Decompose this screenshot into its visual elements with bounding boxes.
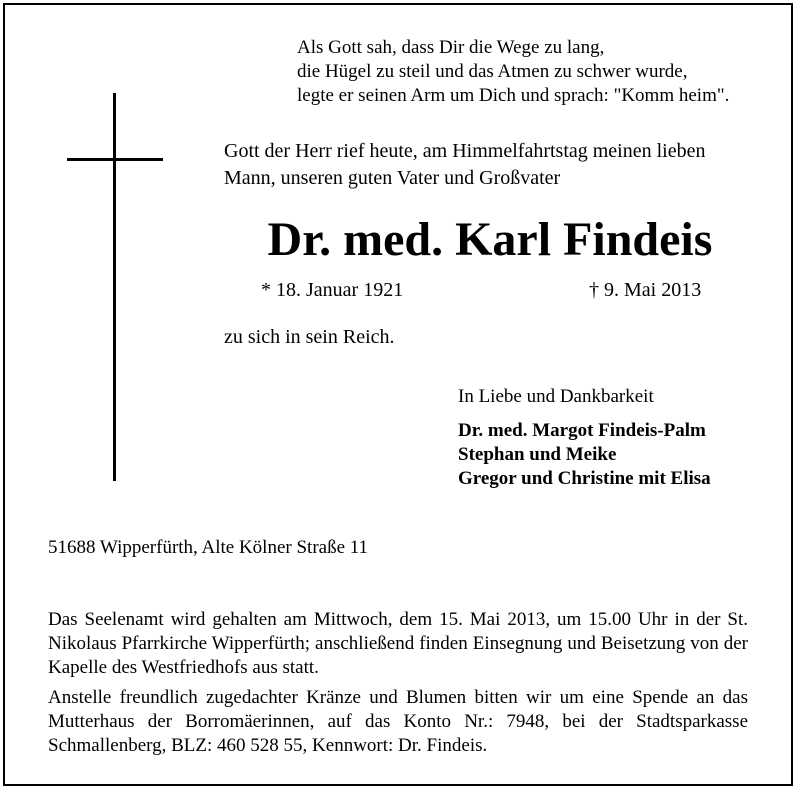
mourner-name: Gregor und Christine mit Elisa <box>458 468 711 489</box>
poem-line: legte er seinen Arm um Dich und sprach: "Komm heim". <box>297 85 730 106</box>
poem-line: Als Gott sah, dass Dir die Wege zu lang, <box>297 37 605 58</box>
poem <box>297 36 729 108</box>
funeral-info-paragraph: Das Seelenamt wird gehalten am Mittwoch, dem 15. Mai 2013, um 15.00 Uhr in der St. Nikolaus Pfarrkirche Wipperfürth; anschließend finden Einsegnung und Beisetzung von der Kapelle des Westfriedhofs aus statt. <box>48 609 748 678</box>
closing-line: zu sich in sein Reich. <box>224 326 395 348</box>
poem-line: die Hügel zu steil und das Atmen zu schwer wurde, <box>297 61 688 82</box>
birth-date: * 18. Januar 1921 <box>261 279 404 301</box>
address: 51688 Wipperfürth, Alte Kölner Straße 11 <box>48 537 369 558</box>
mourner-name: Stephan und Meike <box>458 444 617 465</box>
intro-line: Gott der Herr rief heute, am Himmelfahrtstag meinen lieben <box>224 140 706 162</box>
intro-line: Mann, unseren guten Vater und Großvater <box>224 167 561 189</box>
death-date: † 9. Mai 2013 <box>589 279 702 301</box>
mourner-name: Dr. med. Margot Findeis-Palm <box>458 420 706 441</box>
intro-text <box>224 138 705 192</box>
mourners-intro: In Liebe und Dankbarkeit <box>458 386 654 407</box>
cross-vertical-bar <box>113 93 116 481</box>
cross-horizontal-bar <box>67 158 163 161</box>
mourners-list <box>458 419 711 491</box>
donation-info-paragraph: Anstelle freundlich zugedachter Kränze und Blumen bitten wir um eine Spende an das Mutterhaus der Borromäerinnen, auf das Konto Nr.: 7948, bei der Stadtsparkasse Schmallenberg, BLZ: 460 528 55, Kennwort: Dr. Findeis. <box>48 687 748 756</box>
deceased-name: Dr. med. Karl Findeis <box>267 213 713 266</box>
